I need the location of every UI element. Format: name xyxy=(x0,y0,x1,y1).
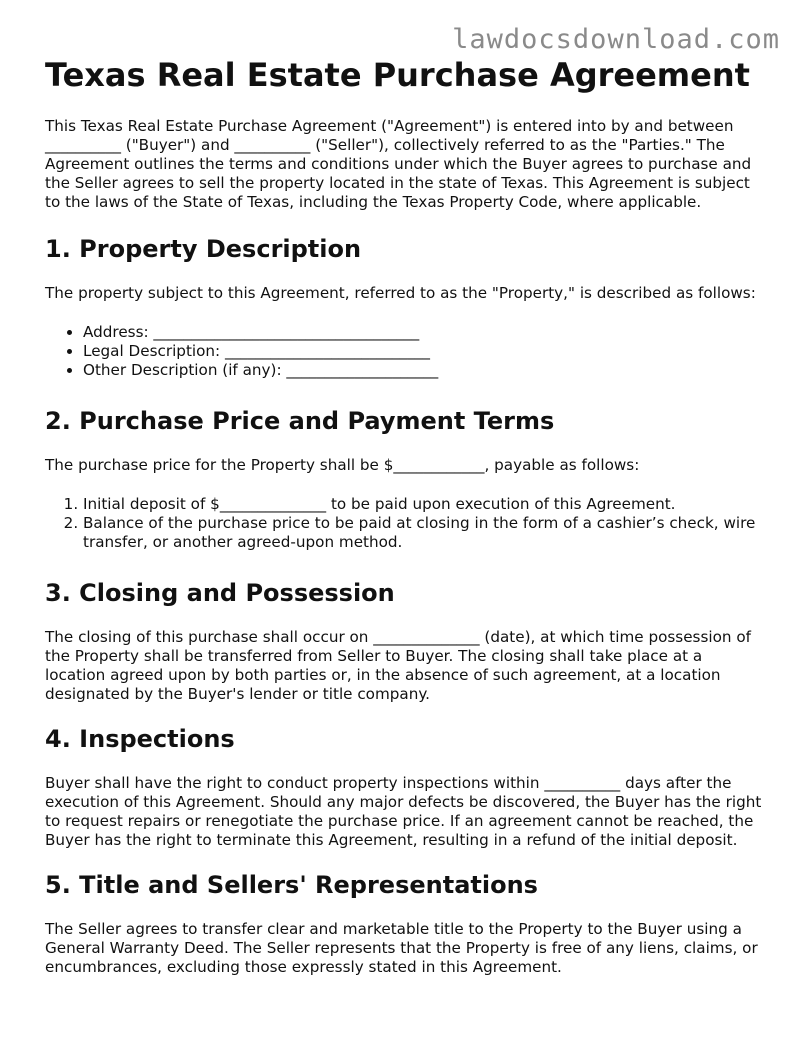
section-title-representations xyxy=(45,870,765,977)
section-heading: 1. Property Description xyxy=(45,235,362,263)
section-paragraph: Buyer shall have the right to conduct property inspections within __________ days after the execution of this Agreement. Should any major defects be discovered, the Buyer has the right to request repairs or renegotiate the purchase price. If an agreement cannot be reached, the Buyer has the right to terminate this Agreement, resulting in a refund of the initial deposit. xyxy=(45,774,762,849)
section-paragraph: The property subject to this Agreement, referred to as the "Property," is described as follows: xyxy=(45,284,756,302)
section-inspections xyxy=(45,724,765,850)
document-title: Texas Real Estate Purchase Agreement xyxy=(45,56,750,94)
section-purchase-price xyxy=(45,406,765,552)
list-item: • Legal Description: ___________________________ xyxy=(83,342,765,361)
property-bullet-list xyxy=(45,323,765,380)
section-paragraph: The purchase price for the Property shall be $____________, payable as follows: xyxy=(45,456,640,474)
document-page xyxy=(45,55,765,997)
section-property-description xyxy=(45,234,765,380)
section-heading: 2. Purchase Price and Payment Terms xyxy=(45,407,555,435)
section-paragraph: The closing of this purchase shall occur on ______________ (date), at which time possession of the Property shall be transferred from Seller to Buyer. The closing shall take place at a location agreed upon by both parties or, in the absence of such agreement, at a location designated by the Buyer's lender or title company. xyxy=(45,628,751,703)
payment-numbered-list xyxy=(45,495,765,552)
intro-paragraph: This Texas Real Estate Purchase Agreement ("Agreement") is entered into by and between __________ ("Buyer") and __________ ("Seller"), collectively referred to as the "Parties." The Agreement outlines the terms and conditions under which the Buyer agrees to purchase and the Seller agrees to sell the property located in the state of Texas. This Agreement is subject to the laws of the State of Texas, including the Texas Property Code, where applicable. xyxy=(45,117,752,211)
list-item: 2. Balance of the purchase price to be paid at closing in the form of a cashier’s check, wire transfer, or another agreed-upon method. xyxy=(83,514,765,552)
list-item: • Other Description (if any): ____________________ xyxy=(83,361,765,380)
intro-section xyxy=(45,117,765,212)
list-item: • Address: ___________________________________ xyxy=(83,323,765,342)
section-heading: 5. Title and Sellers' Representations xyxy=(45,871,538,899)
section-paragraph: The Seller agrees to transfer clear and marketable title to the Property to the Buyer using a General Warranty Deed. The Seller represents that the Property is free of any liens, claims, or encumbrances, excluding those expressly stated in this Agreement. xyxy=(45,920,758,976)
section-heading: 4. Inspections xyxy=(45,725,235,753)
list-item: 1. Initial deposit of $______________ to be paid upon execution of this Agreement. xyxy=(83,495,765,514)
section-closing xyxy=(45,578,765,704)
watermark: lawdocsdownload.com xyxy=(452,24,780,55)
section-heading: 3. Closing and Possession xyxy=(45,579,395,607)
